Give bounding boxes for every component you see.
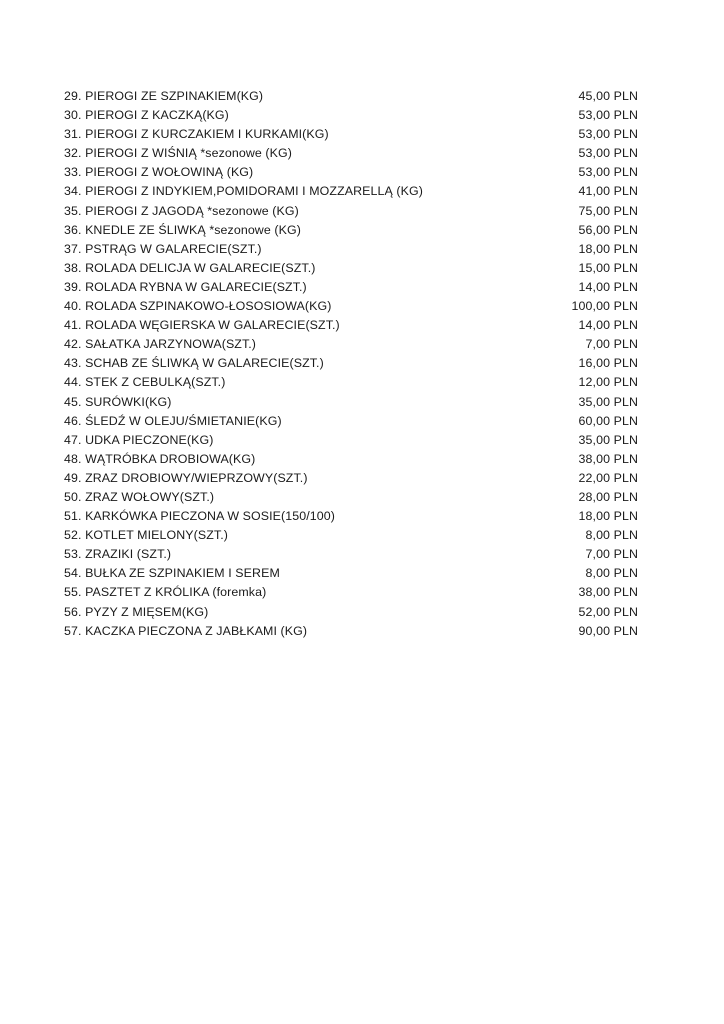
list-item [64, 221, 638, 240]
item-price: 15,00 PLN [578, 260, 638, 275]
item-name: 47. UDKA PIECZONE(KG) [64, 432, 214, 447]
item-name: 40. ROLADA SZPINAKOWO-ŁOSOSIOWA(KG) [64, 299, 332, 314]
item-name: 46. ŚLEDŹ W OLEJU/ŚMIETANIE(KG) [64, 413, 282, 428]
item-name: 39. ROLADA RYBNA W GALARECIE(SZT.) [64, 279, 307, 294]
item-price: 53,00 PLN [578, 108, 638, 123]
item-price: 22,00 PLN [578, 470, 638, 485]
item-price: 18,00 PLN [578, 241, 638, 256]
item-name: 33. PIEROGI Z WOŁOWINĄ (KG) [64, 165, 254, 180]
item-price: 41,00 PLN [578, 184, 638, 199]
item-name: 50. ZRAZ WOŁOWY(SZT.) [64, 489, 215, 504]
list-item [64, 335, 638, 354]
list-item [64, 564, 638, 583]
item-price: 45,00 PLN [578, 89, 638, 103]
item-price: 14,00 PLN [578, 318, 638, 333]
item-name: 29. PIEROGI ZE SZPINAKIEM(KG) [64, 89, 264, 103]
item-price: 53,00 PLN [578, 127, 638, 142]
item-price: 60,00 PLN [578, 413, 638, 428]
item-price: 38,00 PLN [578, 451, 638, 466]
item-name: 48. WĄTRÓBKA DROBIOWA(KG) [64, 451, 256, 466]
item-name: 52. KOTLET MIELONY(SZT.) [64, 528, 228, 543]
item-name: 44. STEK Z CEBULKĄ(SZT.) [64, 375, 226, 390]
list-item [64, 469, 638, 488]
list-item [64, 87, 638, 106]
list-item [64, 431, 638, 450]
list-item [64, 488, 638, 507]
item-name: 57. KACZKA PIECZONA Z JABŁKAMI (KG) [64, 623, 308, 638]
item-name: 54. BUŁKA ZE SZPINAKIEM I SEREM [64, 566, 280, 581]
list-item [64, 354, 638, 373]
item-price: 12,00 PLN [578, 375, 638, 390]
item-name: 30. PIEROGI Z KACZKĄ(KG) [64, 108, 229, 123]
item-price: 28,00 PLN [578, 489, 638, 504]
list-item [64, 526, 638, 545]
list-item [64, 259, 638, 278]
list-item [64, 182, 638, 201]
item-name: 43. SCHAB ZE ŚLIWKĄ W GALARECIE(SZT.) [64, 356, 324, 371]
item-price: 7,00 PLN [585, 337, 638, 352]
list-item [64, 622, 638, 641]
list-item [64, 393, 638, 412]
list-item [64, 278, 638, 297]
item-name: 41. ROLADA WĘGIERSKA W GALARECIE(SZT.) [64, 318, 340, 333]
item-name: 55. PASZTET Z KRÓLIKA (foremka) [64, 585, 267, 600]
item-price: 38,00 PLN [578, 585, 638, 600]
list-item [64, 163, 638, 182]
item-name: 53. ZRAZIKI (SZT.) [64, 547, 172, 562]
list-item [64, 545, 638, 564]
list-item [64, 507, 638, 526]
item-price: 52,00 PLN [578, 604, 638, 619]
list-item [64, 202, 638, 221]
item-name: 35. PIEROGI Z JAGODĄ *sezonowe (KG) [64, 203, 299, 218]
item-name: 37. PSTRĄG W GALARECIE(SZT.) [64, 241, 262, 256]
item-price: 7,00 PLN [585, 547, 638, 562]
item-price: 53,00 PLN [578, 146, 638, 161]
item-name: 45. SURÓWKI(KG) [64, 394, 172, 409]
item-price: 16,00 PLN [578, 356, 638, 371]
list-item [64, 450, 638, 469]
item-price: 8,00 PLN [585, 566, 638, 581]
list-item [64, 144, 638, 163]
item-price: 8,00 PLN [585, 528, 638, 543]
item-price: 35,00 PLN [578, 394, 638, 409]
item-price: 18,00 PLN [578, 509, 638, 524]
item-name: 31. PIEROGI Z KURCZAKIEM I KURKAMI(KG) [64, 127, 329, 142]
list-item [64, 316, 638, 335]
item-name: 36. KNEDLE ZE ŚLIWKĄ *sezonowe (KG) [64, 222, 301, 237]
item-price: 14,00 PLN [578, 279, 638, 294]
item-name: 42. SAŁATKA JARZYNOWA(SZT.) [64, 337, 257, 352]
item-name: 32. PIEROGI Z WIŚNIĄ *sezonowe (KG) [64, 146, 292, 161]
list-item [64, 373, 638, 392]
item-name: 34. PIEROGI Z INDYKIEM,POMIDORAMI I MOZZARELLĄ (KG) [64, 184, 423, 199]
item-name: 56. PYZY Z MIĘSEM(KG) [64, 604, 209, 619]
item-price: 75,00 PLN [578, 203, 638, 218]
item-name: 49. ZRAZ DROBIOWY/WIEPRZOWY(SZT.) [64, 470, 308, 485]
item-price: 35,00 PLN [578, 432, 638, 447]
item-price: 56,00 PLN [578, 222, 638, 237]
list-item [64, 125, 638, 144]
item-name: 38. ROLADA DELICJA W GALARECIE(SZT.) [64, 260, 316, 275]
list-item [64, 412, 638, 431]
item-name: 51. KARKÓWKA PIECZONA W SOSIE(150/100) [64, 509, 335, 524]
list-item [64, 297, 638, 316]
list-item [64, 240, 638, 259]
list-item [64, 106, 638, 125]
item-price: 90,00 PLN [578, 623, 638, 638]
list-item [64, 583, 638, 602]
item-price: 100,00 PLN [571, 299, 638, 314]
list-item [64, 603, 638, 622]
item-price: 53,00 PLN [578, 165, 638, 180]
price-list [64, 87, 638, 641]
